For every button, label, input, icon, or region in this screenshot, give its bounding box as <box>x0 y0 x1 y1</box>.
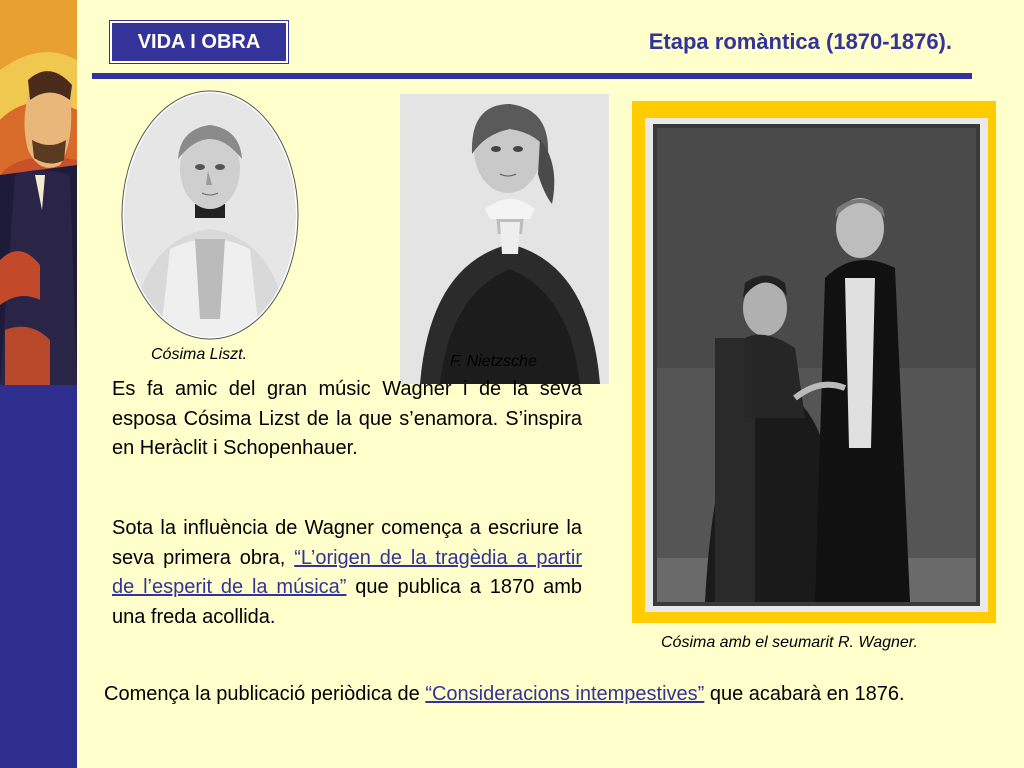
page-title: Etapa romàntica (1870-1876). <box>648 29 952 54</box>
photo-caption: Cósima Liszt. <box>151 346 248 363</box>
link-untimely-meditations[interactable]: “Consideracions intempestives” <box>425 683 705 705</box>
nietzsche-photo-image <box>400 94 609 384</box>
cosima-wagner-photo-image <box>645 118 988 612</box>
photo-caption: Cósima amb el seumarit R. Wagner. <box>661 634 918 651</box>
section-tag: VIDA I OBRA <box>110 21 288 63</box>
header-divider <box>92 73 972 79</box>
paragraph-untimely-meditations: Comença la publicació periòdica de “Consideracions intempestives” que acabarà en 1876. <box>104 683 905 705</box>
link-origin-of-tragedy[interactable]: “L’origen de la tragèdia a partir de l’esperit de la música” <box>112 546 582 598</box>
cosima-portrait-image <box>120 89 300 341</box>
photo-caption: F. Nietzsche <box>450 353 537 370</box>
paragraph-wagner-friendship: Es fa amic del gran músic Wagner i de la seva esposa Cósima Lizst de la que s’enamora. S’inspira en Heràclit i Schopenhauer. <box>112 378 582 459</box>
paragraph-first-work: Sota la influència de Wagner comença a escriure la seva primera obra, “L’origen de la tragèdia a partir de l’esperit de la música” que publica a 1870 amb una freda acollida. <box>112 517 582 628</box>
nietzsche-painting-image <box>0 0 77 385</box>
